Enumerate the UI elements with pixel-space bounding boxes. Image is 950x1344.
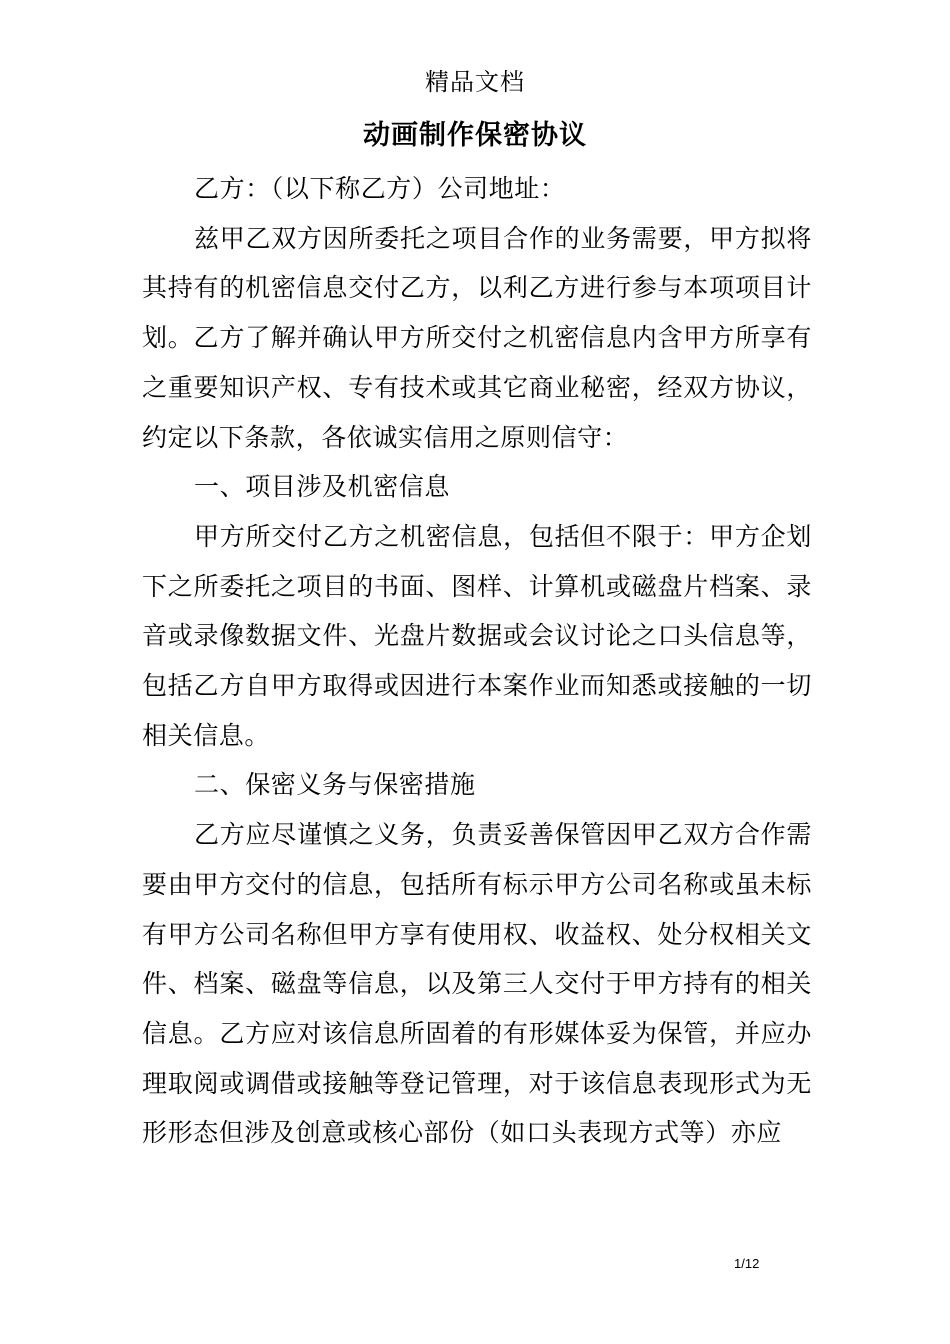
paragraph-preamble: 兹甲乙双方因所委托之项目合作的业务需要，甲方拟将其持有的机密信息交付乙方，以利乙方进行参与本项项目计划。乙方了解并确认甲方所交付之机密信息内含甲方所享有之重要知识产权、专有技术或其它商业秘密，经双方协议，约定以下条款，各依诚实信用之原则信守： xyxy=(142,223,812,452)
paragraph-party-b: 乙方：（以下称乙方）公司地址： xyxy=(194,174,566,203)
document-title: 动画制作保密协议 xyxy=(363,120,587,151)
section-heading-1: 一、项目涉及机密信息 xyxy=(194,472,451,502)
document-header: 精品文档 xyxy=(425,68,525,96)
page-number: 1/12 xyxy=(734,1256,760,1271)
document-body xyxy=(142,164,812,1158)
paragraph-section-1: 甲方所交付乙方之机密信息，包括但不限于：甲方企划下之所委托之项目的书面、图样、计算机或磁盘片档案、录音或录像数据文件、光盘片数据或会议讨论之口头信息等，包括乙方自甲方取得或因进行本案作业而知悉或接触的一切相关信息。 xyxy=(142,521,812,750)
section-heading-2: 二、保密义务与保密措施 xyxy=(194,770,476,800)
paragraph-section-2: 乙方应尽谨慎之义务，负责妥善保管因甲乙双方合作需要由甲方交付的信息，包括所有标示甲方公司名称或虽未标有甲方公司名称但甲方享有使用权、收益权、处分权相关文件、档案、磁盘等信息，以及第三人交付于甲方持有的相关信息。乙方应对该信息所固着的有形媒体妥为保管，并应办理取阅或调借或接触等登记管理，对于该信息表现形式为无形形态但涉及创意或核心部份（如口头表现方式等）亦应 xyxy=(142,820,812,1148)
